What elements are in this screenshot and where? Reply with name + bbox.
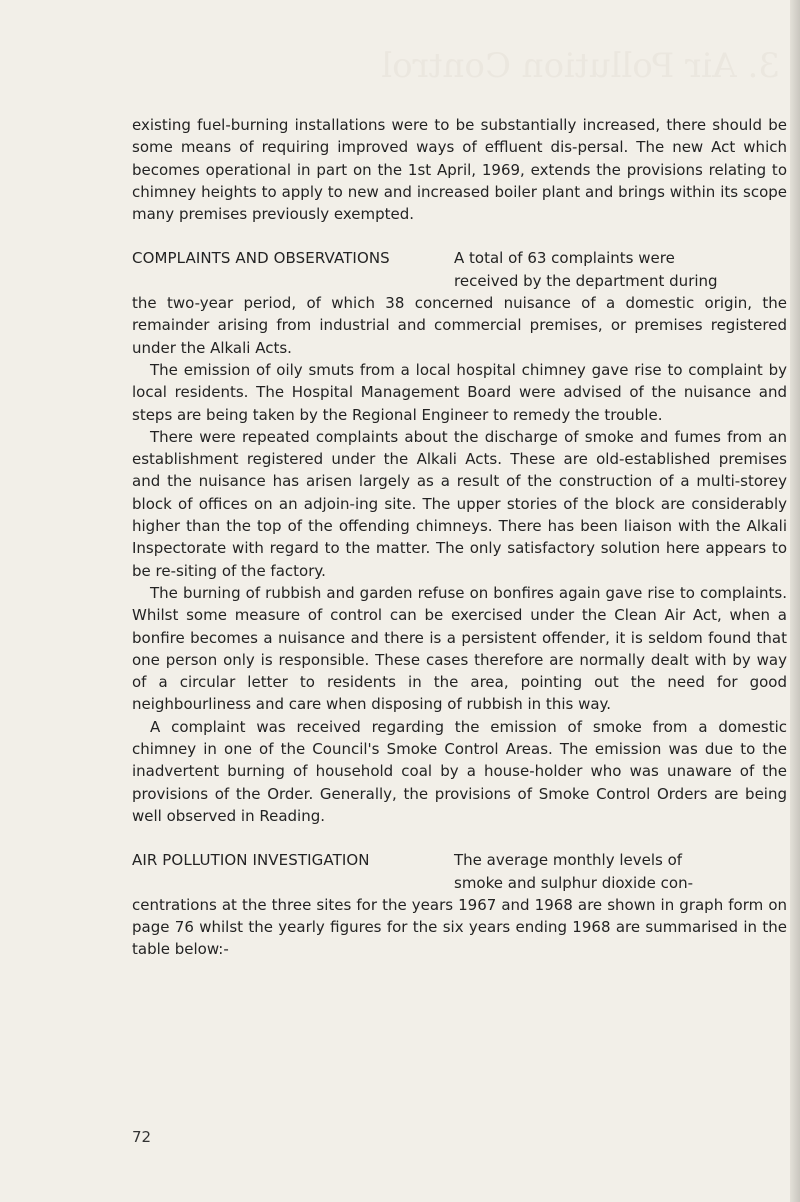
air-pollution-lead: [132, 849, 787, 894]
air-pollution-section: [132, 849, 787, 960]
complaints-heading: COMPLAINTS AND OBSERVATIONS: [132, 249, 390, 268]
page-edge-shadow: [790, 0, 800, 1202]
air-pollution-lead-line-2: smoke and sulphur dioxide con-: [454, 873, 694, 892]
complaints-section: [132, 247, 787, 827]
intro-paragraph: existing fuel-burning installations were to be substantially increased, there should be some means of requiring improved ways of effluent dis-persal. The new Act which becomes operational in part on the 1st April, 1969, extends the provisions relating to chimney heights to apply to new and increased boiler plant and brings within its scope many premises previously exempted.: [132, 116, 787, 224]
air-pollution-lead-line-1: The average monthly levels of: [454, 851, 683, 870]
complaints-lead-rest: the two-year period, of which 38 concerned nuisance of a domestic origin, the remainder arising from industrial and commercial premises, or premises registered under the Alkali Acts.: [132, 294, 787, 357]
show-through-heading: 3. Air Pollution Control: [381, 46, 780, 86]
page-number: 72: [132, 1128, 152, 1146]
air-pollution-heading: AIR POLLUTION INVESTIGATION: [132, 851, 370, 870]
document-body: [132, 114, 787, 961]
complaints-lead-line-2: received by the department during: [454, 271, 718, 290]
domestic-chimney-paragraph: A complaint was received regarding the emission of smoke from a domestic chimney in one of the Council's Smoke Control Areas. The emission was due to the inadvertent burning of household coal by a house-holder who was unaware of the provisions of the Order. Generally, the provisions of Smoke Control Orders are being well observed in Reading.: [132, 717, 787, 825]
complaints-lead: [132, 247, 787, 292]
alkali-paragraph: There were repeated complaints about the discharge of smoke and fumes from an establishment registered under the Alkali Acts. These are old-established premises and the nuisance has arisen largely as a result of the construction of a multi-storey block of offices on an adjoin-ing site. The upper stories of the block are considerably higher than the top of the offending chimneys. There has been liaison with the Alkali Inspectorate with regard to the matter. The only satisfactory solution here appears to be re-siting of the factory.: [132, 427, 787, 580]
hospital-paragraph: The emission of oily smuts from a local hospital chimney gave rise to complaint by local residents. The Hospital Management Board were advised of the nuisance and steps are being taken by the Regional Engineer to remedy the trouble.: [132, 360, 787, 424]
air-pollution-lead-rest: centrations at the three sites for the years 1967 and 1968 are shown in graph form on page 76 whilst the yearly figures for the six years ending 1968 are summarised in the table below:-: [132, 895, 787, 959]
complaints-lead-line-1: A total of 63 complaints were: [454, 249, 675, 268]
bonfires-paragraph: The burning of rubbish and garden refuse on bonfires again gave rise to complaints. Whilst some measure of control can be exercised under the Clean Air Act, when a bonfire becomes a nuisance and there is a persistent offender, it is seldom found that one person only is responsible. These cases therefore are normally dealt with by way of a circular letter to residents in the area, pointing out the need for good neighbourliness and care when disposing of rubbish in this way.: [132, 583, 787, 714]
